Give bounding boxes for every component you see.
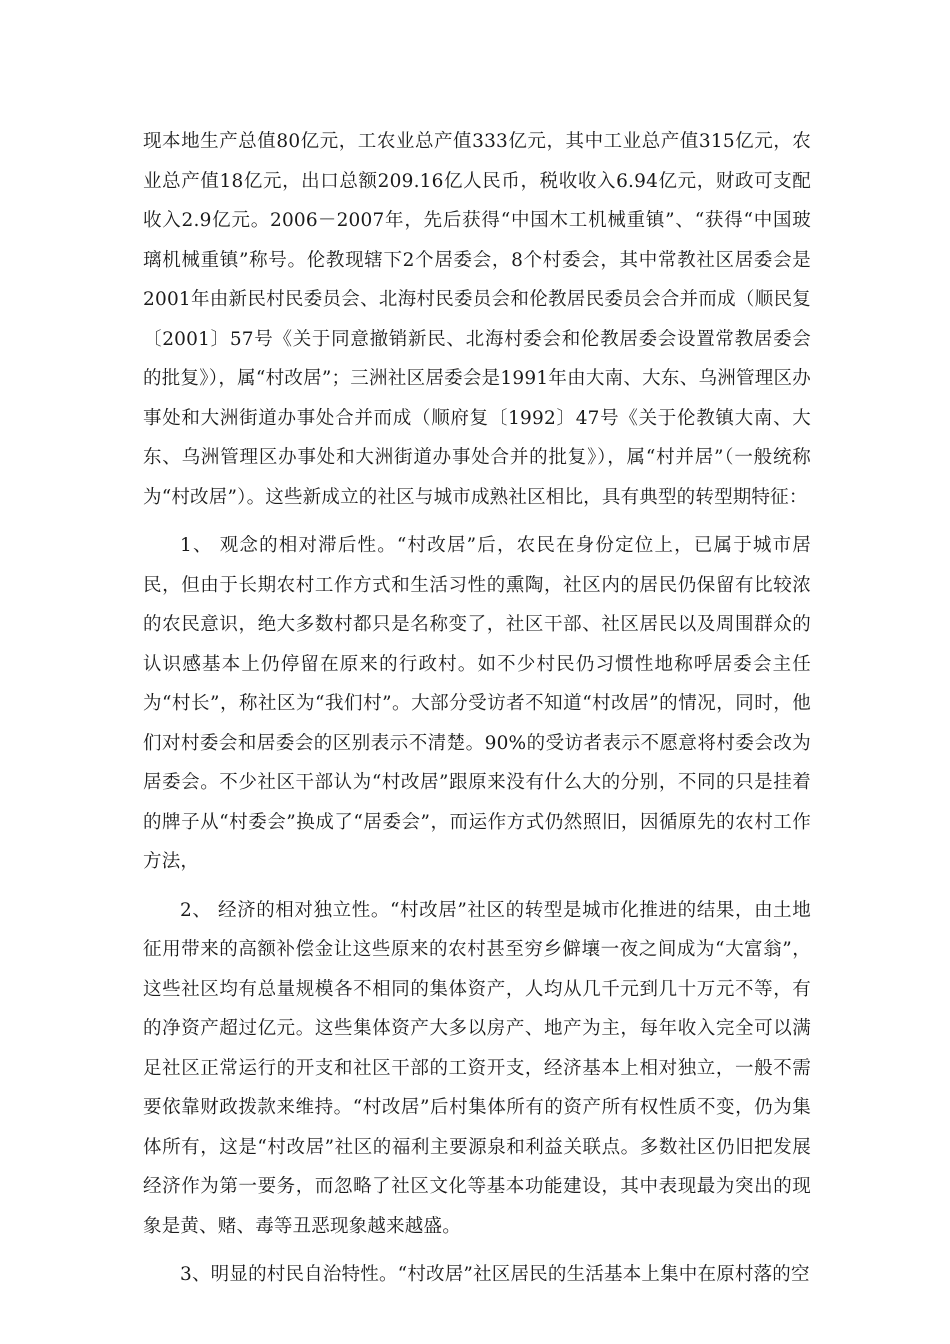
paragraph-point-1: 1、 观念的相对滞后性。“村改居”后，农民在身份定位上，已属于城市居民，但由于长期农村工作方式和生活习性的熏陶，社区内的居民仍保留有比较浓的农民意识，绝大多数村都只是名称变了，社区干部、社区居民以及周围群众的认识感基本上仍停留在原来的行政村。如不少村民仍习惯性地称呼居委会主任为“村长”，称社区为“我们村”。大部分受访者不知道“村改居”的情况，同时，他们对村委会和居委会的区别表示不清楚。90%的受访者表示不愿意将村委会改为居委会。不少社区干部认为“村改居”跟原来没有什么大的分别，不同的只是挂着的牌子从“村委会”换成了“居委会”，而运作方式仍然照旧，因循原先的农村工作方法， bbox=[143, 535, 811, 872]
paragraph-point-3: 3、明显的村民自治特性。“村改居”社区居民的生活基本上集中在原村落的空 bbox=[180, 1264, 810, 1285]
body-text bbox=[143, 122, 811, 1304]
paragraph-point-2: 2、 经济的相对独立性。“村改居”社区的转型是城市化推进的结果，由土地征用带来的高额补偿金让这些原来的农村甚至穷乡僻壤一夜之间成为“大富翁”，这些社区均有总量规模各不相同的集体资产，人均从几千元到几十万元不等，有的净资产超过亿元。这些集体资产大多以房产、地产为主，每年收入完全可以满足社区正常运行的开支和社区干部的工资开支，经济基本上相对独立，一般不需要依靠财政拨款来维持。“村改居”后村集体所有的资产所有权性质不变，仍为集体所有，这是“村改居”社区的福利主要源泉和利益关联点。多数社区仍旧把发展经济作为第一要务，而忽略了社区文化等基本功能建设，其中表现最为突出的现象是黄、赌、毒等丑恶现象越来越盛。 bbox=[143, 899, 811, 1237]
paragraph-intro: 现本地生产总值80亿元，工农业总产值333亿元，其中工业总产值315亿元，农业总产值18亿元，出口总额209.16亿人民币，税收收入6.94亿元，财政可支配收入2.9亿元。2006－2007年，先后获得“中国木工机械重镇”、“获得“中国玻璃机械重镇”称号。伦教现辖下2个居委会，8个村委会，其中常教社区居委会是2001年由新民村民委员会、北海村民委员会和伦教居民委员会合并而成（顺民复〔2001〕57号《关于同意撤销新民、北海村委会和伦教居委会设置常教居委会的批复》），属“村改居”；三洲社区居委会是1991年由大南、大东、乌洲管理区办事处和大洲街道办事处合并而成（顺府复〔1992〕47号《关于伦教镇大南、大东、乌洲管理区办事处和大洲街道办事处合并的批复》），属“村并居”（一般统称为“村改居”）。这些新成立的社区与城市成熟社区相比，具有典型的转型期特征： bbox=[143, 131, 811, 508]
